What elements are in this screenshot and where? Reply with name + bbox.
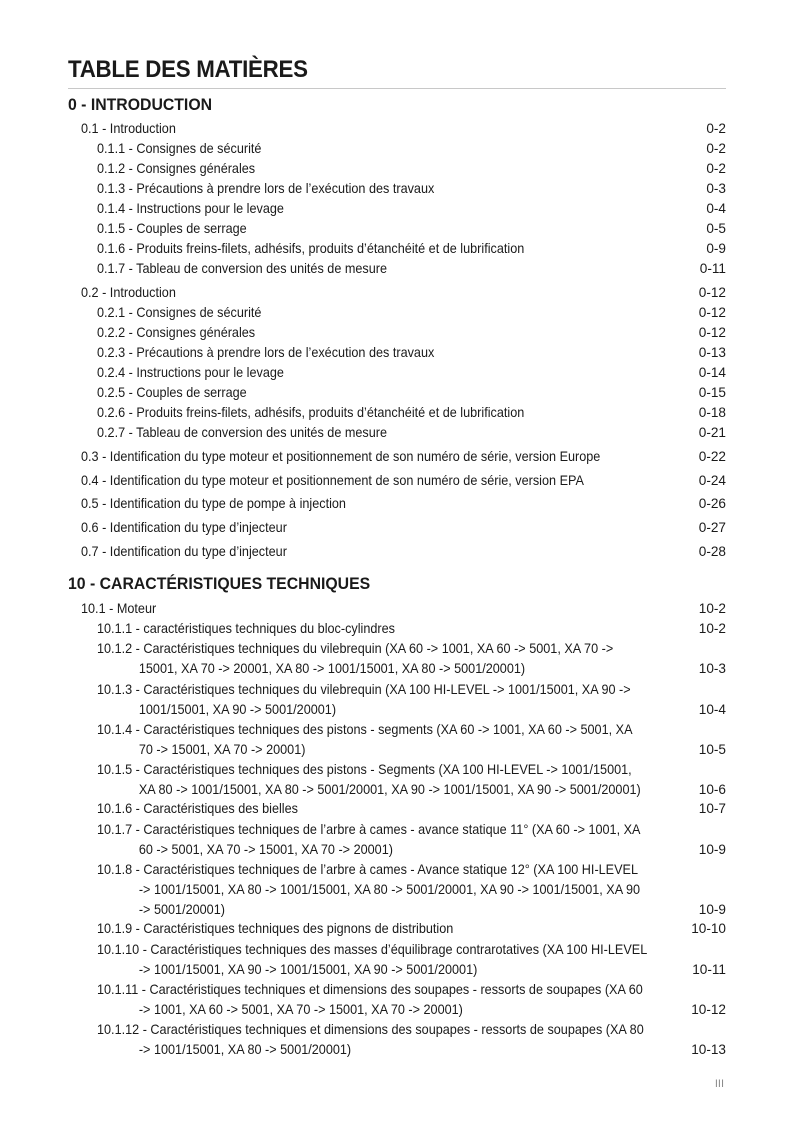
toc-entry-label: 10.1.5 - Caractéristiques techniques des pistons - Segments (XA 100 HI-LEVEL -> 1001/15001,	[97, 762, 632, 777]
toc-entry-page: 0-12	[698, 305, 726, 320]
toc-entry-page: 10-9	[698, 842, 726, 857]
toc-entry-label: 0.1.2 - Consignes générales	[97, 161, 256, 176]
toc-entry-label: 0.1.1 - Consignes de sécurité	[97, 141, 262, 156]
toc-entry-page: 10-7	[698, 801, 726, 816]
toc-entry-page: 10-2	[698, 621, 726, 636]
toc-entry-label-cont: -> 1001/15001, XA 80 -> 1001/15001, XA 80 -> 5001/20001, XA 90 -> 1001/15001, XA 90	[138, 882, 641, 897]
toc-entry-label: 10.1.3 - Caractéristiques techniques du vilebrequin (XA 100 HI-LEVEL -> 1001/15001, XA 90 ->	[97, 682, 631, 697]
toc-entry-page: 0-9	[706, 241, 726, 256]
toc-entry-label: 0.4 - Identification du type moteur et positionnement de son numéro de série, version EPA	[81, 473, 584, 488]
toc-entry-page: 0-3	[706, 181, 726, 196]
toc-entry-page: 10-4	[698, 702, 726, 717]
toc-entry-label: 0.2.3 - Précautions à prendre lors de l’exécution des travaux	[97, 345, 435, 360]
toc-entry-page: 10-6	[698, 782, 726, 797]
toc-entry-label-cont: -> 1001, XA 60 -> 5001, XA 70 -> 15001, XA 70 -> 20001)	[138, 1002, 463, 1017]
toc-entry-label-cont: 1001/15001, XA 90 -> 5001/20001)	[138, 702, 337, 717]
toc-entry-label-cont: -> 1001/15001, XA 80 -> 5001/20001)	[138, 1042, 352, 1057]
toc-entry-label: 10.1.7 - Caractéristiques techniques de l’arbre à cames - avance statique 11° (XA 60 -> 1001, XA	[97, 822, 641, 837]
toc-entry-page: 0-28	[698, 544, 726, 559]
toc-entry-label: 0.6 - Identification du type d’injecteur	[81, 520, 287, 535]
toc-entry-label: 10.1.4 - Caractéristiques techniques des pistons - segments (XA 60 -> 1001, XA 60 -> 5001, XA	[97, 722, 633, 737]
toc-entry-label-cont: 60 -> 5001, XA 70 -> 15001, XA 70 -> 20001)	[138, 842, 393, 857]
chapter-heading-10: 10 - CARACTÉRISTIQUES TECHNIQUES	[68, 574, 371, 593]
toc-entry-label: 0.5 - Identification du type de pompe à injection	[81, 496, 346, 511]
toc-entry-page: 0-12	[698, 325, 726, 340]
toc-entry-label: 0.2.1 - Consignes de sécurité	[97, 305, 262, 320]
toc-entry-label: 0.2.5 - Couples de serrage	[97, 385, 247, 400]
toc-entry-page: 10-3	[698, 661, 726, 676]
page-number: III	[714, 1078, 724, 1090]
toc-entry-page: 10-2	[698, 601, 726, 616]
toc-entry-label: 0.3 - Identification du type moteur et positionnement de son numéro de série, version Europe	[81, 449, 601, 464]
toc-entry-page: 0-14	[698, 365, 726, 380]
toc-entry-page: 10-10	[691, 921, 726, 936]
toc-entry-label: 10.1.10 - Caractéristiques techniques des masses d’équilibrage contrarotatives (XA 100 HI-LEVEL	[97, 942, 648, 957]
toc-entry-label-cont: -> 5001/20001)	[138, 902, 225, 917]
toc-entry-page: 0-2	[706, 121, 726, 136]
title-divider	[68, 88, 726, 89]
toc-entry-label: 0.1.6 - Produits freins-filets, adhésifs, produits d’étanchéité et de lubrification	[97, 241, 525, 256]
toc-entry-label: 0.1.7 - Tableau de conversion des unités de mesure	[97, 261, 388, 276]
toc-entry-label: 10.1.2 - Caractéristiques techniques du vilebrequin (XA 60 -> 1001, XA 60 -> 5001, XA 70 ->	[97, 641, 614, 656]
toc-entry-label: 10.1.6 - Caractéristiques des bielles	[97, 801, 298, 816]
toc-entry-page: 10-12	[691, 1002, 726, 1017]
toc-entry-page: 10-11	[692, 962, 726, 977]
toc-entry-label: 0.2.6 - Produits freins-filets, adhésifs, produits d’étanchéité et de lubrification	[97, 405, 525, 420]
toc-entry-label: 10.1 - Moteur	[81, 601, 157, 616]
toc-entry-page: 0-22	[698, 449, 726, 464]
toc-entry-page: 0-15	[698, 385, 726, 400]
toc-entry-label: 0.1 - Introduction	[81, 121, 176, 136]
toc-entry-page: 0-13	[698, 345, 726, 360]
toc-entry-label: 10.1.9 - Caractéristiques techniques des pignons de distribution	[97, 921, 454, 936]
toc-entry-label: 10.1.1 - caractéristiques techniques du bloc-cylindres	[97, 621, 395, 636]
toc-entry-label: 0.7 - Identification du type d’injecteur	[81, 544, 287, 559]
toc-entry-page: 0-26	[698, 496, 726, 511]
toc-entry-label: 0.1.5 - Couples de serrage	[97, 221, 247, 236]
toc-entry-label: 10.1.12 - Caractéristiques techniques et dimensions des soupapes - ressorts de soupapes (XA 80	[97, 1022, 644, 1037]
toc-entry-page: 10-5	[698, 742, 726, 757]
toc-entry-label: 0.2 - Introduction	[81, 285, 176, 300]
toc-entry-page: 0-21	[698, 425, 726, 440]
toc-entry-page: 0-24	[698, 473, 726, 488]
toc-entry-label: 0.2.7 - Tableau de conversion des unités de mesure	[97, 425, 388, 440]
toc-entry-label: 0.1.4 - Instructions pour le levage	[97, 201, 284, 216]
page-title: TABLE DES MATIÈRES	[68, 56, 308, 83]
toc-entry-page: 0-27	[698, 520, 726, 535]
toc-entry-page: 0-5	[706, 221, 726, 236]
toc-entry-label: 0.1.3 - Précautions à prendre lors de l’exécution des travaux	[97, 181, 435, 196]
toc-entry-page: 10-9	[698, 902, 726, 917]
toc-entry-label: 0.2.4 - Instructions pour le levage	[97, 365, 284, 380]
toc-entry-label-cont: -> 1001/15001, XA 90 -> 1001/15001, XA 90 -> 5001/20001)	[138, 962, 478, 977]
toc-entry-page: 0-2	[706, 161, 726, 176]
toc-entry-page: 0-4	[706, 201, 726, 216]
toc-entry-page: 10-13	[691, 1042, 726, 1057]
toc-entry-label-cont: 15001, XA 70 -> 20001, XA 80 -> 1001/15001, XA 80 -> 5001/20001)	[138, 661, 526, 676]
chapter-heading-0: 0 - INTRODUCTION	[68, 95, 213, 114]
toc-entry-label: 0.2.2 - Consignes générales	[97, 325, 256, 340]
toc-entry-page: 0-18	[698, 405, 726, 420]
toc-entry-page: 0-2	[706, 141, 726, 156]
toc-entry-label-cont: XA 80 -> 1001/15001, XA 80 -> 5001/20001, XA 90 -> 1001/15001, XA 90 -> 5001/20001)	[138, 782, 641, 797]
toc-entry-label: 10.1.8 - Caractéristiques techniques de l’arbre à cames - Avance statique 12° (XA 100 HI-LEVEL	[97, 862, 639, 877]
toc-entry-page: 0-12	[698, 285, 726, 300]
toc-entry-label: 10.1.11 - Caractéristiques techniques et dimensions des soupapes - ressorts de soupapes (XA 60	[97, 982, 643, 997]
toc-entry-page: 0-11	[699, 261, 726, 276]
toc-entry-label-cont: 70 -> 15001, XA 70 -> 20001)	[138, 742, 306, 757]
